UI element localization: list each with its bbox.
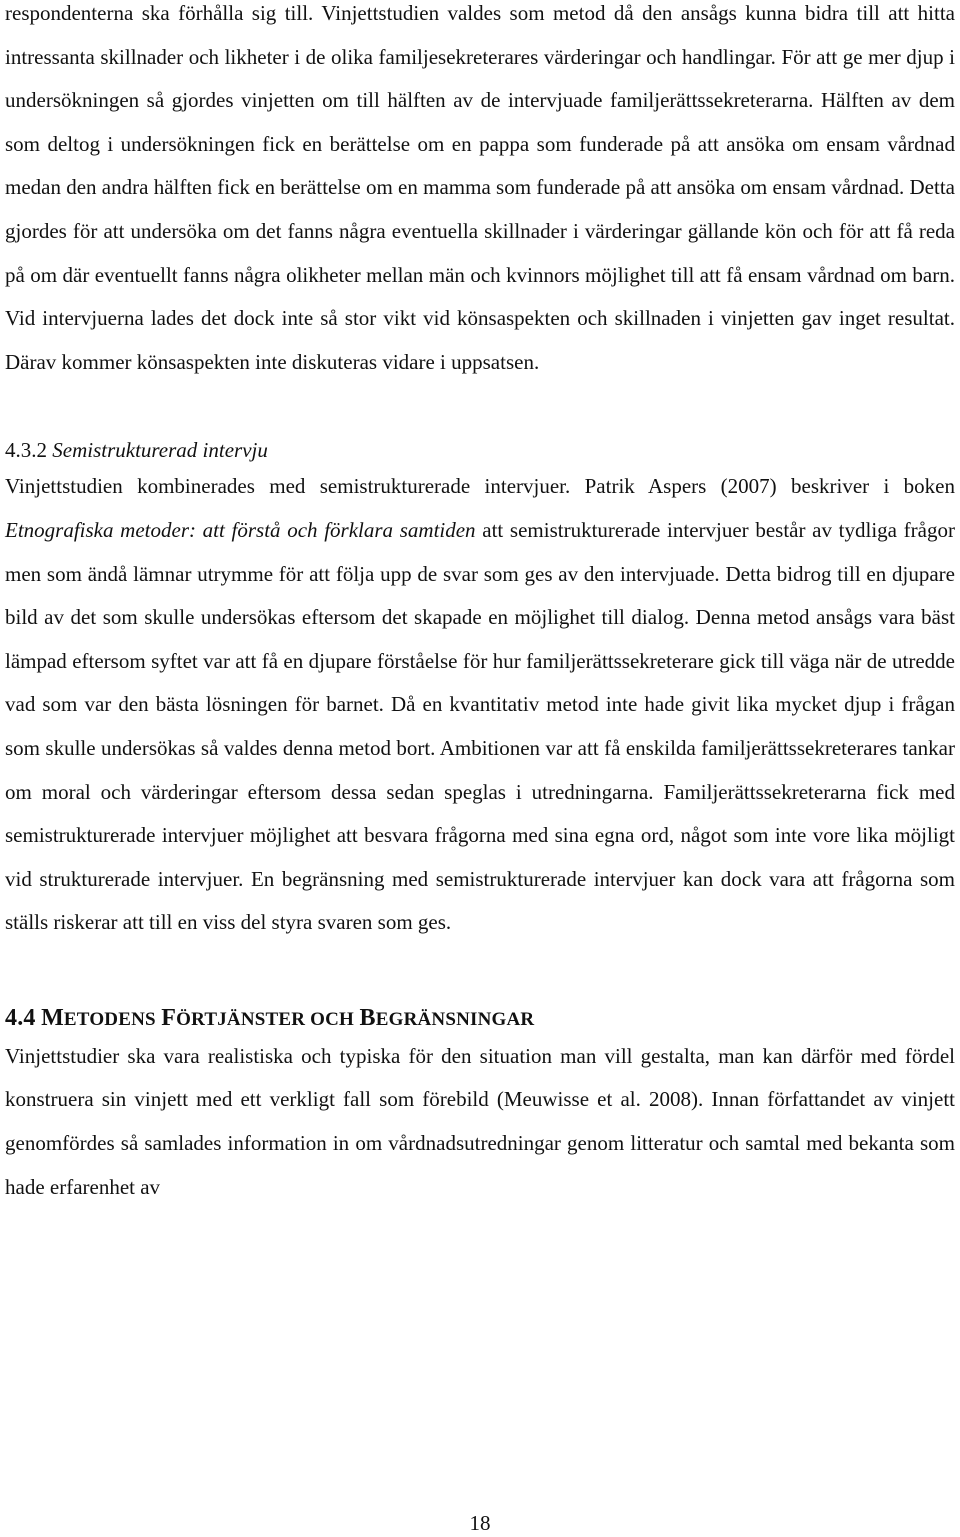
page-number: 18 bbox=[469, 1511, 491, 1535]
section-title-word-1-initial: M bbox=[41, 1004, 64, 1031]
document-page bbox=[5, 0, 955, 1209]
paragraph-text-start: Vinjettstudien kombinerades med semistrukturerade intervjuer. Patrik Aspers (2007) beskriver i boken bbox=[5, 474, 955, 499]
subsection-title: Semistrukturerad intervju bbox=[52, 438, 268, 463]
subsection-number: 4.3.2 bbox=[5, 438, 47, 463]
section-number: 4.4 bbox=[5, 1004, 36, 1031]
body-paragraph-vinjettstudie: respondenterna ska förhålla sig till. Vinjettstudien valdes som metod då den ansågs kunna bidra till att hitta intressanta skillnader och likheter i de olika familjesekreterares värderingar och handlingar. För att ge mer djup i undersökningen så gjordes vinjetten om till hälften av de intervjuade familjerättssekreterarna. Hälften av dem som deltog i undersökningen fick en berättelse om en pappa som funderade på att ansöka om ensam vårdnad medan den andra hälften fick en berättelse om en mamma som funderade på att ansöka om ensam vårdnad. Detta gjordes för att undersöka om det fanns några eventuella skillnader i värderingar gällande kön och för att få reda på om där eventuellt fanns några olikheter mellan män och kvinnors möjlighet till att få ensam vårdnad om barn. Vid intervjuerna lades det dock inte så stor vikt vid könsaspekten och skillnaden i vinjetten gav inget resultat. Därav kommer könsaspekten inte diskuteras vidare i uppsatsen. bbox=[5, 1, 955, 374]
section-title-word-3-initial: B bbox=[359, 1004, 376, 1031]
book-title: Etnografiska metoder: att förstå och förklara samtiden bbox=[5, 517, 476, 542]
section-heading bbox=[5, 1003, 955, 1035]
section-title-word-3-rest: EGRÄNSNINGAR bbox=[375, 1008, 535, 1030]
paragraph-text-end: att semistrukturerade intervjuer består av tydliga frågor men som ändå lämnar utrymme för att följa upp de svar som ges av den intervjuade. Detta bidrog till en djupare bild av det som skulle undersökas eftersom det skapade en möjlighet till dialog. Denna metod ansågs vara bäst lämpad eftersom syftet var att få en djupare förståelse för hur familjerättssekreterare gick till väga när de utredde vad som var den bästa lösningen för barnet. Då en kvantitativ metod inte hade givit lika mycket djup i frågan som skulle undersökas så valdes denna metod bort. Ambitionen var att få enskilda familjerättssekreterares tankar om moral och värderingar eftersom dessa sedan speglas i utredningarna. Familjerättssekreterarna fick med semistrukturerade intervjuer möjlighet att besvara frågorna med sina egna ord, något som inte vore lika möjligt vid strukturerade intervjuer. En begränsning med semistrukturerade intervjuer kan dock vara att frågorna som ställs riskerar att till en viss del styra svaren som ges. bbox=[5, 517, 955, 935]
body-paragraph-semistrukturerad bbox=[5, 465, 955, 945]
section-title-word-2-rest: ÖRTJÄNSTER OCH bbox=[176, 1008, 355, 1030]
section-gap bbox=[5, 945, 955, 1003]
subsection-heading bbox=[5, 435, 955, 465]
paragraph-gap bbox=[5, 384, 955, 435]
body-paragraph-fortjanster: Vinjettstudier ska vara realistiska och typiska för den situation man vill gestalta, man kan därför med fördel konstruera sin vinjett med ett verkligt fall som förebild (Meuwisse et al. 2008). Innan författandet av vinjett genomfördes så samlades information in om vårdnadsutredningar genom litteratur och samtal med bekanta som hade erfarenhet av bbox=[5, 1043, 955, 1199]
section-title-word-1-rest: ETODENS bbox=[63, 1008, 156, 1030]
section-title-word-2-initial: F bbox=[161, 1004, 177, 1031]
